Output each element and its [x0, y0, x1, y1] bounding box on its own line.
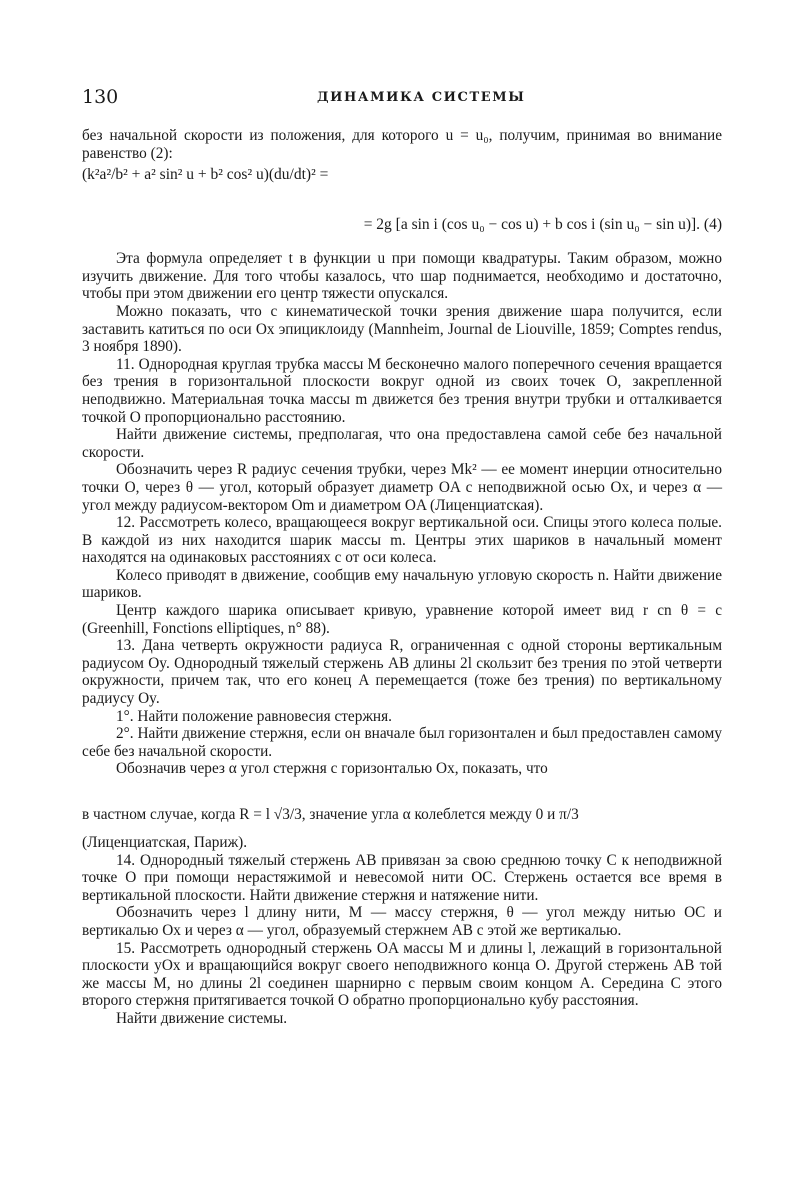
paragraph: Можно показать, что с кинематической точки зрения движение шара получится, если заставить катиться по оси Ox эпициклоиду (Mannheim, Journal de Liouville, 1859; Comptes rendus, 3 ноября 1890). — [82, 302, 722, 356]
problem-12: 12. Рассмотреть колесо, вращающееся вокруг вертикальной оси. Спицы этого колеса полые. В каждой из них находится шарик массы m. Центры этих шариков в начальный момент находятся на одинаковых расстояниях c от оси колеса. — [82, 514, 722, 567]
paragraph: Найти движение системы. — [116, 1009, 288, 1027]
problem-13: 13. Дана четверть окружности радиуса R, ограниченная с одной стороны вертикальным радиусом Oy. Однородный тяжелый стержень AB длины 2l скользит без трения по этой четверти окружности, причем так, что его конец A перемещается (тоже без трения) по вертикальному радиусу Oy. — [82, 637, 722, 708]
page-body — [82, 127, 722, 1028]
paragraph: Эта формула определяет t в функции u при помощи квадратуры. Таким образом, можно изучить движение. Для того чтобы казалось, что шар поднимается, необходимо и достаточно, чтобы при этом движении его центр тяжести опускался. — [82, 250, 722, 303]
paragraph: 2°. Найти движение стержня, если он вначале был горизонтален и был предоставлен самому себе без начальной скорости. — [82, 725, 722, 760]
paragraph: (Лиценциатская, Париж). — [82, 834, 248, 851]
paragraph: Центр каждого шарика описывает кривую, уравнение которой имеет вид r cn θ = c (Greenhill, Fonctions elliptiques, n° 88). — [82, 602, 722, 637]
paragraph: Обозначив через α угол стержня с горизонталью Ox, показать, что — [116, 760, 548, 778]
paragraph: Найти движение системы, предполагая, что она предоставлена самой себе без начальной скорости. — [82, 426, 722, 461]
paragraph: Обозначить через R радиус сечения трубки, через Mk² — ее момент инерции относительно точки O, через θ — угол, который образует диаметр OA с неподвижной осью Ox, и через α — угол между радиусом-вектором Om и диаметром OA (Лиценциатская). — [82, 461, 722, 514]
equation-line-1: (k²a²/b² + a² sin² u + b² cos² u)(du/dt)² = — [82, 166, 329, 184]
problem-14: 14. Однородный тяжелый стержень AB привязан за свою среднюю точку C к неподвижной точке O при помощи нерастяжимой и невесомой нити OC. Стержень остается все время в вертикальной плоскости. Найти движение стержня и натяжение нити. — [82, 851, 722, 904]
equation-4 — [82, 164, 722, 242]
paragraph: Колесо приводят в движение, сообщив ему начальную угловую скорость n. Найти движение шариков. — [82, 566, 722, 602]
inline-formula-line — [82, 784, 722, 834]
paragraph: 1°. Найти положение равновесия стержня. — [116, 707, 392, 725]
problem-11: 11. Однородная круглая трубка массы M бесконечно малого поперечного сечения вращается без трения в горизонтальной плоскости вокруг одной из своих точек O, закрепленной неподвижно. Материальная точка массы m движется без трения внутри трубки и отталкивается точкой O пропорционально расстоянию. — [82, 355, 722, 426]
problem-15: 15. Рассмотреть однородный стержень OA массы M и длины l, лежащий в горизонтальной плоскости yOx и вращающийся вокруг своего неподвижного конца O. Другой стержень AB той же массы M, но длины 2l соединен шарнирно с первым своим концом A. Середина C этого второго стержня притягивается точкой O обратно пропорционально кубу расстояния. — [82, 939, 722, 1010]
running-head: ДИНАМИКА СИСТЕМЫ — [317, 90, 526, 105]
equation-line-2: = 2g [a sin i (cos u₀ − cos u) + b cos i (sin u₀ − sin u)]. (4) — [363, 216, 722, 234]
page-number: 130 — [82, 86, 119, 108]
page-header — [82, 86, 722, 110]
paragraph-intro: без начальной скорости из положения, для которого u = u₀, получим, принимая во внимание равенство (2): — [82, 127, 722, 162]
special-case-text: в частном случае, когда R = l √3/3, значение угла α колеблется между 0 и π/3 — [82, 806, 579, 823]
paragraph: Обозначить через l длину нити, M — массу стержня, θ — угол между нитью OC и вертикалью Ox и через α — угол, образуемый стержнем AB с этой же вертикалью. — [82, 904, 722, 939]
